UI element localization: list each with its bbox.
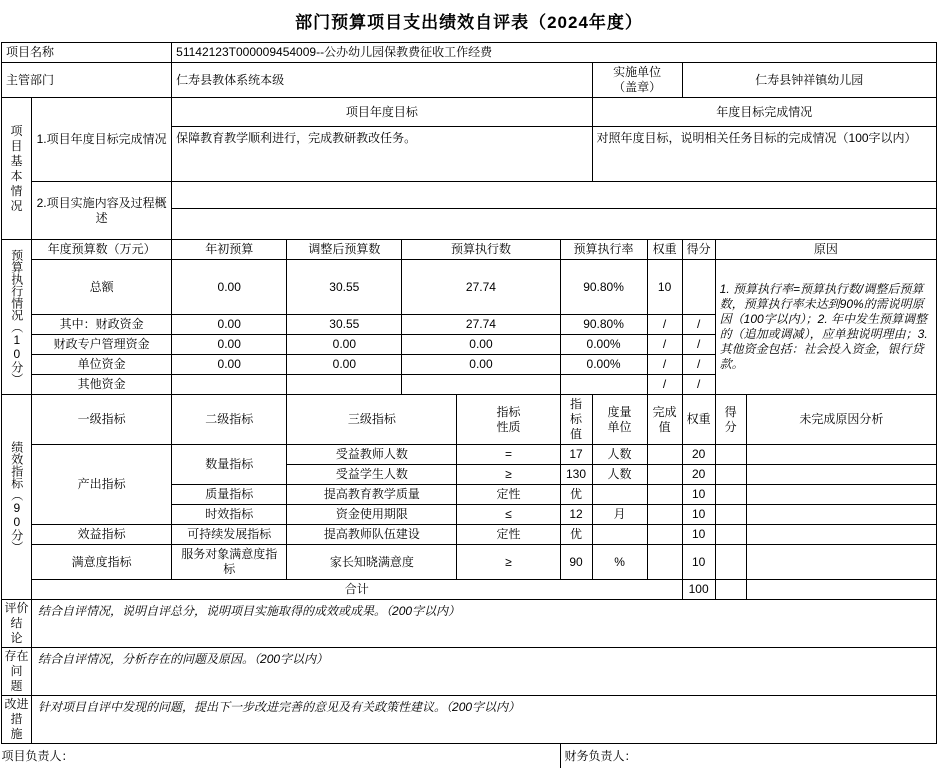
- budget-row-adjusted-2: 0.00: [287, 335, 402, 355]
- implementation-content-cell-top: [172, 182, 937, 209]
- budget-row-name-4: 其他资金: [32, 375, 172, 395]
- budget-section-label: [2, 240, 32, 395]
- budget-header-6: 得分: [682, 240, 715, 260]
- budget-row-adjusted-0: 30.55: [287, 260, 402, 315]
- perf-header-5: [592, 395, 647, 445]
- perf-score-2: [715, 485, 746, 505]
- problems-label-line2: 题: [3, 679, 30, 694]
- perf-nature-4: 定性: [457, 525, 560, 545]
- perf-analysis-4: [746, 525, 936, 545]
- perf-header-5-line2: 单位: [594, 420, 646, 435]
- budget-row-score-1: /: [682, 315, 715, 335]
- budget-header-4: 预算执行率: [560, 240, 647, 260]
- annual-goal-done-text: 对照年度目标，说明相关任务目标的完成情况（100字以内）: [592, 127, 936, 182]
- perf-unit-0: 人数: [592, 445, 647, 465]
- problems-text: 结合自评情况，分析存在的问题及原因。（200字以内）: [32, 648, 937, 696]
- perf-weight-2: 10: [682, 485, 715, 505]
- table-row-impl-content-label: [2, 182, 937, 209]
- perf-header-5-line1: 度量: [594, 405, 646, 420]
- perf-header-3-line1: 指标: [458, 405, 558, 420]
- budget-row-score-0: [682, 260, 715, 315]
- perf-value-2: 优: [560, 485, 592, 505]
- page-title: 部门预算项目支出绩效自评表（2024年度）: [0, 0, 938, 42]
- budget-row-score-2: /: [682, 335, 715, 355]
- perf-l3-3: 资金使用期限: [287, 505, 457, 525]
- perf-total-analysis: [746, 580, 936, 600]
- perf-header-8: 得分: [715, 395, 746, 445]
- perf-weight-1: 20: [682, 465, 715, 485]
- table-row-performance-header: [2, 395, 937, 445]
- table-row-perf-5: [2, 545, 937, 580]
- department-value: 仁寿县教体系统本级: [172, 63, 592, 98]
- perf-total-weight: 100: [682, 580, 715, 600]
- project-leader-label: 项目负责人：: [2, 744, 561, 768]
- annual-goal-header: 项目年度目标: [172, 98, 592, 127]
- budget-header-3: 预算执行数: [402, 240, 560, 260]
- perf-done-0: [647, 445, 682, 465]
- improvements-label-line2: 施: [3, 727, 30, 742]
- table-row-budget-total: [2, 260, 937, 315]
- perf-nature-0: =: [457, 445, 560, 465]
- perf-value-3: 12: [560, 505, 592, 525]
- performance-section-label: [2, 395, 32, 600]
- budget-row-score-4: /: [682, 375, 715, 395]
- budget-row-executed-2: 0.00: [402, 335, 560, 355]
- perf-header-9: 未完成原因分析: [746, 395, 936, 445]
- budget-row-rate-0: 90.80%: [560, 260, 647, 315]
- implementation-content-label: 2.项目实施内容及过程概述: [32, 182, 172, 240]
- perf-weight-3: 10: [682, 505, 715, 525]
- improvements-label-line1: 改进措: [3, 697, 30, 727]
- table-row-footer: [2, 744, 937, 768]
- table-row-perf-4: [2, 525, 937, 545]
- budget-row-begin-0: 0.00: [172, 260, 287, 315]
- budget-row-weight-1: /: [647, 315, 682, 335]
- perf-value-1: 130: [560, 465, 592, 485]
- budget-row-rate-4: [560, 375, 647, 395]
- perf-nature-5: ≥: [457, 545, 560, 580]
- perf-header-7: 权重: [682, 395, 715, 445]
- perf-nature-2: 定性: [457, 485, 560, 505]
- perf-l2-5: 服务对象满意度指标: [172, 545, 287, 580]
- perf-unit-5: %: [592, 545, 647, 580]
- perf-weight-5: 10: [682, 545, 715, 580]
- perf-analysis-0: [746, 445, 936, 465]
- perf-analysis-3: [746, 505, 936, 525]
- department-label: 主管部门: [2, 63, 172, 98]
- budget-row-executed-3: 0.00: [402, 355, 560, 375]
- table-row-problems: [2, 648, 937, 696]
- budget-header-7: 原因: [715, 240, 936, 260]
- budget-header-1: 年初预算: [172, 240, 287, 260]
- annual-goal-item-label: 1.项目年度目标完成情况: [32, 98, 172, 182]
- budget-row-adjusted-4: [287, 375, 402, 395]
- budget-row-begin-1: 0.00: [172, 315, 287, 335]
- implementation-unit-label-line1: 实施单位: [597, 65, 678, 80]
- perf-header-4: 指标值: [560, 395, 592, 445]
- perf-l3-0: 受益教师人数: [287, 445, 457, 465]
- perf-l2-4: 可持续发展指标: [172, 525, 287, 545]
- perf-header-2: 三级指标: [287, 395, 457, 445]
- problems-label-line1: 存在问: [3, 649, 30, 679]
- perf-weight-0: 20: [682, 445, 715, 465]
- perf-score-3: [715, 505, 746, 525]
- perf-l2-2: 质量指标: [172, 485, 287, 505]
- budget-row-weight-4: /: [647, 375, 682, 395]
- annual-goal-done-header: 年度目标完成情况: [592, 98, 936, 127]
- budget-row-begin-2: 0.00: [172, 335, 287, 355]
- conclusion-label-line2: 论: [3, 631, 30, 646]
- perf-total-score: [715, 580, 746, 600]
- table-row-project-name: [2, 43, 937, 63]
- budget-row-begin-3: 0.00: [172, 355, 287, 375]
- perf-unit-4: [592, 525, 647, 545]
- budget-row-name-0: 总额: [32, 260, 172, 315]
- perf-value-5: 90: [560, 545, 592, 580]
- perf-nature-1: ≥: [457, 465, 560, 485]
- budget-row-adjusted-1: 30.55: [287, 315, 402, 335]
- perf-unit-3: 月: [592, 505, 647, 525]
- perf-analysis-2: [746, 485, 936, 505]
- implementation-unit-label: [592, 63, 682, 98]
- basic-info-section-label: [2, 98, 32, 240]
- perf-done-4: [647, 525, 682, 545]
- budget-row-executed-4: [402, 375, 560, 395]
- implementation-unit-value: 仁寿县钟祥镇幼儿园: [682, 63, 936, 98]
- perf-l1-benefit: 效益指标: [32, 525, 172, 545]
- perf-header-1: 二级指标: [172, 395, 287, 445]
- conclusion-label-line1: 评价结: [3, 601, 30, 631]
- budget-row-rate-2: 0.00%: [560, 335, 647, 355]
- budget-row-weight-0: 10: [647, 260, 682, 315]
- perf-l3-4: 提高教师队伍建设: [287, 525, 457, 545]
- budget-row-begin-4: [172, 375, 287, 395]
- perf-score-1: [715, 465, 746, 485]
- basic-info-label-line2: 本情况: [6, 169, 27, 214]
- budget-reason-note: 1. 预算执行率=预算执行数/调整后预算数，预算执行率未达到90%的需说明原因（100字以内）；2. 年中发生预算调整的（追加或调减），应单独说明理由；3. 其他资金包括：社会投入资金，银行贷款。: [715, 260, 936, 395]
- perf-analysis-1: [746, 465, 936, 485]
- perf-nature-3: ≤: [457, 505, 560, 525]
- budget-row-adjusted-3: 0.00: [287, 355, 402, 375]
- perf-value-0: 17: [560, 445, 592, 465]
- budget-row-rate-1: 90.80%: [560, 315, 647, 335]
- budget-header-5: 权重: [647, 240, 682, 260]
- perf-header-6: 完成值: [647, 395, 682, 445]
- implementation-unit-label-line2: （盖章）: [597, 80, 678, 95]
- budget-row-weight-3: /: [647, 355, 682, 375]
- perf-unit-1: 人数: [592, 465, 647, 485]
- project-name-label: 项目名称: [2, 43, 172, 63]
- perf-weight-4: 10: [682, 525, 715, 545]
- perf-analysis-5: [746, 545, 936, 580]
- perf-l1-output: 产出指标: [32, 445, 172, 525]
- perf-l1-satisfaction: 满意度指标: [32, 545, 172, 580]
- perf-score-5: [715, 545, 746, 580]
- perf-total-label: 合计: [32, 580, 683, 600]
- improvements-label: [2, 696, 32, 744]
- budget-row-name-1: 其中：财政资金: [32, 315, 172, 335]
- budget-header-0: 年度预算数（万元）: [32, 240, 172, 260]
- budget-row-score-3: /: [682, 355, 715, 375]
- budget-section-label-text: 预算执行情况（10分）: [10, 242, 23, 392]
- problems-label: [2, 648, 32, 696]
- implementation-content-cell-bottom: [172, 209, 937, 240]
- table-row-improvements: [2, 696, 937, 744]
- budget-row-rate-3: 0.00%: [560, 355, 647, 375]
- perf-header-3-line2: 性质: [458, 420, 558, 435]
- perf-done-2: [647, 485, 682, 505]
- perf-l2-quantity: 数量指标: [172, 445, 287, 485]
- perf-done-5: [647, 545, 682, 580]
- table-row-conclusion: [2, 600, 937, 648]
- basic-info-label-line1: 项目基: [6, 124, 27, 169]
- perf-score-0: [715, 445, 746, 465]
- perf-l3-1: 受益学生人数: [287, 465, 457, 485]
- improvements-text: 针对项目自评中发现的问题，提出下一步改进完善的意见及有关政策性建议。（200字以内）: [32, 696, 937, 744]
- finance-leader-label: 财务负责人：: [560, 744, 936, 768]
- table-row-budget-header: [2, 240, 937, 260]
- conclusion-label: [2, 600, 32, 648]
- perf-l3-5: 家长知晓满意度: [287, 545, 457, 580]
- perf-l3-2: 提高教育教学质量: [287, 485, 457, 505]
- perf-unit-2: [592, 485, 647, 505]
- project-name-value: 51142123T000009454009--公办幼儿园保教费征收工作经费: [172, 43, 937, 63]
- perf-header-0: 一级指标: [32, 395, 172, 445]
- main-table: [1, 42, 937, 768]
- budget-row-name-3: 单位资金: [32, 355, 172, 375]
- table-row-department: [2, 63, 937, 98]
- budget-row-name-2: 财政专户管理资金: [32, 335, 172, 355]
- perf-score-4: [715, 525, 746, 545]
- budget-row-executed-0: 27.74: [402, 260, 560, 315]
- budget-row-weight-2: /: [647, 335, 682, 355]
- budget-row-executed-1: 27.74: [402, 315, 560, 335]
- budget-header-2: 调整后预算数: [287, 240, 402, 260]
- perf-done-1: [647, 465, 682, 485]
- performance-section-label-text: 绩效指标（90分）: [10, 430, 23, 565]
- perf-header-3: [457, 395, 560, 445]
- conclusion-text: 结合自评情况，说明自评总分，说明项目实施取得的成效或成果。（200字以内）: [32, 600, 937, 648]
- table-row-perf-0: [2, 445, 937, 465]
- table-row-goal-header: [2, 98, 937, 127]
- table-row-perf-total: [2, 580, 937, 600]
- perf-value-4: 优: [560, 525, 592, 545]
- perf-done-3: [647, 505, 682, 525]
- annual-goal-text: 保障教育教学顺利进行，完成教研教改任务。: [172, 127, 592, 182]
- perf-l2-3: 时效指标: [172, 505, 287, 525]
